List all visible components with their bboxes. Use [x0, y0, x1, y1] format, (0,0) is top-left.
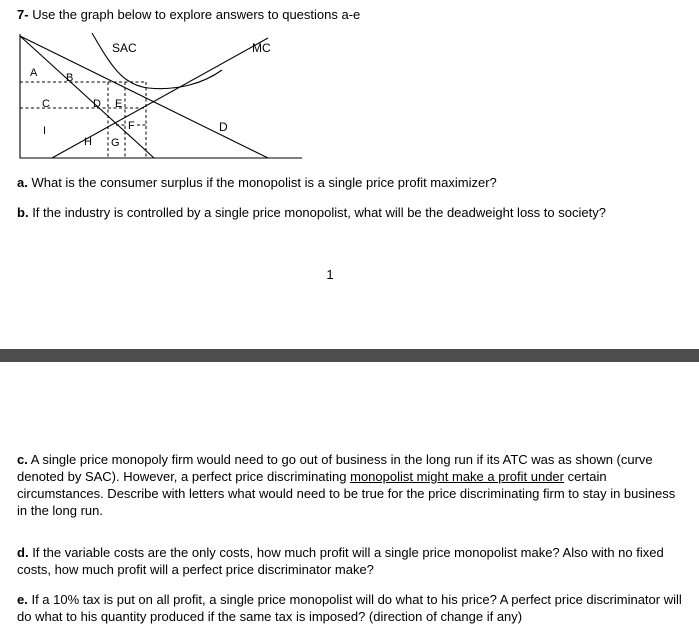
question-c-text-after: certain circumstances. Describe with letters what would need to be true for the price discriminating firm to stay in business in the long run. — [17, 469, 676, 518]
question-c-label: c. — [17, 452, 28, 467]
question-c — [17, 451, 687, 519]
question-e — [17, 591, 687, 625]
point-label-H: H — [84, 136, 92, 148]
question-c-text-underlined: monopolist might make a profit under — [350, 469, 564, 484]
sac-label: SAC — [112, 41, 137, 55]
demand-curve — [20, 36, 268, 158]
question-b — [17, 205, 606, 220]
question-a — [17, 175, 497, 190]
question-e-text: If a 10% tax is put on all profit, a single price monopolist will do what to his price? A perfect price discriminator will do what to his quantity produced if the same tax is imposed? (direction of change if any) — [17, 592, 682, 624]
page-separator-bar — [0, 349, 699, 362]
question-c-text-before: A single price monopoly firm would need to go out of business in the long run if its ATC was as shown (curve denoted by SAC). However, a perfect price discriminating — [17, 452, 653, 484]
demand-label: D — [219, 120, 228, 134]
question-d — [17, 544, 687, 578]
question-heading-text: Use the graph below to explore answers to questions a-e — [32, 7, 361, 22]
page-number: 1 — [326, 267, 334, 282]
question-b-label: b. — [17, 205, 29, 220]
question-heading — [17, 7, 360, 22]
question-a-label: a. — [17, 175, 28, 190]
question-a-text: What is the consumer surplus if the monopolist is a single price profit maximizer? — [31, 175, 497, 190]
question-b-text: If the industry is controlled by a single price monopolist, what will be the deadweight loss to society? — [32, 205, 606, 220]
point-label-B: B — [66, 72, 74, 84]
question-d-label: d. — [17, 545, 29, 560]
mc-label: MC — [252, 41, 271, 55]
point-label-C: C — [42, 98, 50, 110]
question-number: 7- — [17, 7, 29, 22]
point-label-D: D — [93, 98, 101, 110]
question-e-label: e. — [17, 592, 28, 607]
economics-graph — [16, 30, 316, 166]
point-label-A: A — [30, 67, 38, 79]
question-d-text: If the variable costs are the only costs, how much profit will a single price monopolist make? Also with no fixed costs, how much profit will a perfect price discriminator make? — [17, 545, 664, 577]
point-label-I: I — [43, 125, 47, 137]
point-label-G: G — [111, 137, 120, 149]
point-label-F: F — [128, 120, 135, 132]
point-label-E: E — [115, 98, 123, 110]
